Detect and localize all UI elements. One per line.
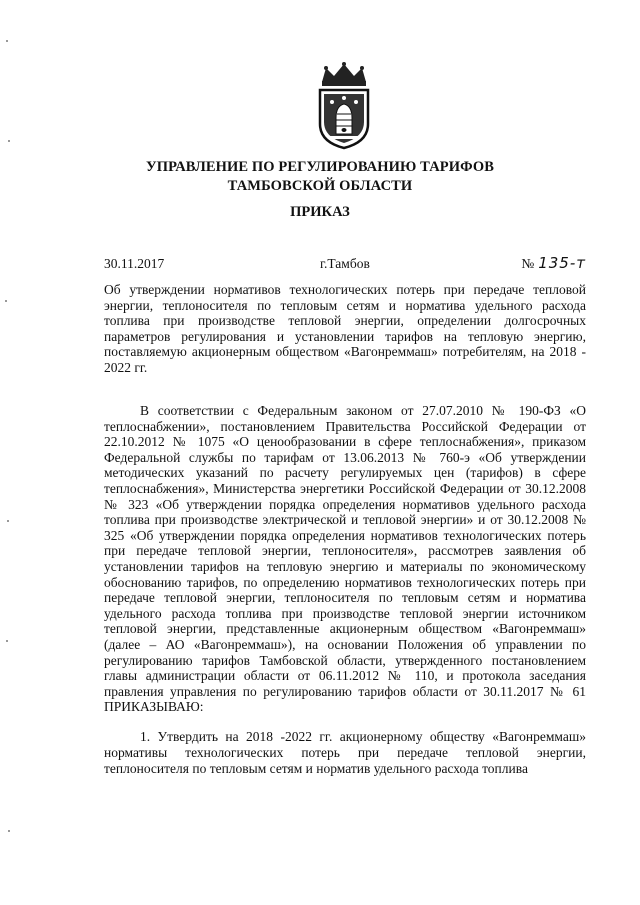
organization-title-line1: УПРАВЛЕНИЕ ПО РЕГУЛИРОВАНИЮ ТАРИФОВ bbox=[145, 159, 495, 175]
scan-speck bbox=[7, 520, 9, 522]
handwritten-number: 135-т bbox=[538, 254, 586, 272]
scan-speck bbox=[6, 40, 8, 42]
organization-title-line2: ТАМБОВСКОЙ ОБЛАСТИ bbox=[227, 178, 413, 194]
document-type: ПРИКАЗ bbox=[290, 204, 350, 220]
number-prefix: № bbox=[521, 256, 535, 271]
document-subject: Об утверждении нормативов технологических потерь при передаче тепловой энергии, теплоносителя по тепловым сетям и норматива удельного расхода топлива при производстве тепловой энергии, определении долгосрочных параметров регулирования и установлении тарифов на тепловую энергию, поставляемую акционерным обществом «Вагонреммаш» потребителям, на 2018 - 2022 гг. bbox=[104, 282, 586, 375]
tambov-coat-of-arms-icon bbox=[312, 62, 376, 150]
document-number bbox=[521, 254, 586, 272]
scan-speck bbox=[5, 300, 7, 302]
body-paragraph-2: 1. Утвердить на 2018 -2022 гг. акционерному обществу «Вагонреммаш» нормативы технологических потерь при передаче тепловой энергии, теплоносителя по тепловым сетям и норматив удельного расхода топлива bbox=[104, 729, 586, 776]
scan-speck bbox=[8, 140, 10, 142]
scan-speck bbox=[8, 830, 10, 832]
scan-speck bbox=[6, 640, 8, 642]
organization-title bbox=[0, 158, 640, 196]
document-date: 30.11.2017 bbox=[104, 256, 165, 271]
document-city: г.Тамбов bbox=[320, 256, 370, 271]
body-paragraph-1: В соответствии с Федеральным законом от 27.07.2010 № 190-ФЗ «О теплоснабжении», постановлением Правительства Российской Федерации от 22.10.2012 № 1075 «О ценообразовании в сфере теплоснабжения», приказом Федеральной службы по тарифам от 13.06.2013 № 760-э «Об утверждении методических указаний по расчету регулируемых цен (тарифов) в сфере теплоснабжения», Министерства энергетики Российской Федерации от 30.12.2008 № 323 «Об утверждении порядка определения нормативов удельного расхода топлива при производстве электрической и тепловой энергии» и от 30.12.2008 № 325 «Об утверждении порядка определения нормативов технологических потерь при передаче тепловой энергии, теплоносителя», рассмотрев заявления об установлении тарифов на тепловую энергию и материалы по экономическому обоснованию тарифов, по определению нормативов технологических потерь при передаче тепловой энергии, теплоносителя по тепловым сетям и норматива удельного расхода топлива при производстве тепловой энергии источником тепловой энергии, представленные акционерным обществом «Вагонреммаш» (далее – АО «Вагонреммаш»), на основании Положения об управлении по регулированию тарифов Тамбовской области, утвержденного постановлением главы администрации области от 06.11.2012 № 110, и протокола заседания правления управления по регулированию тарифов области от 30.11.2017 № 61 ПРИКАЗЫВАЮ: bbox=[104, 403, 586, 715]
document-meta bbox=[104, 256, 586, 276]
